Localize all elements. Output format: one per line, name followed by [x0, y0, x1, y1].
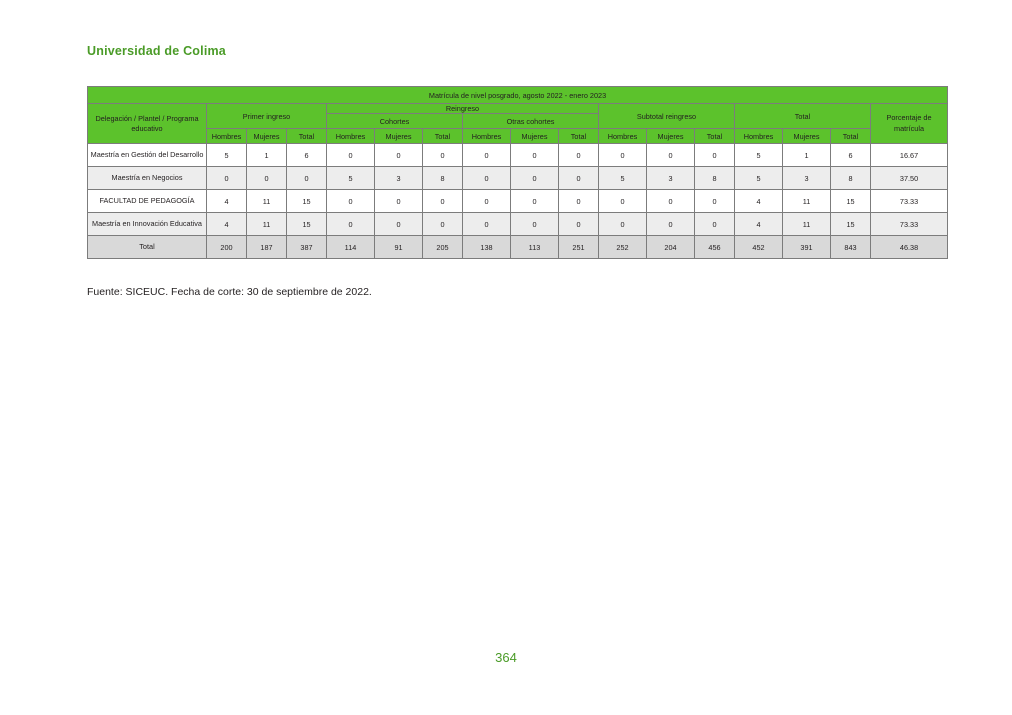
cell: 0: [559, 190, 599, 213]
cell: 0: [647, 213, 695, 236]
group-primer-ingreso: Primer ingreso: [207, 104, 327, 129]
cell: 6: [831, 144, 871, 167]
cell: 0: [463, 190, 511, 213]
cell: 252: [599, 236, 647, 259]
group-subtotal-reingreso: Subtotal reingreso: [599, 104, 735, 129]
column-header: Total: [695, 129, 735, 144]
subgroup-otras-cohortes: Otras cohortes: [463, 114, 599, 129]
cell-percent: 37.50: [871, 167, 948, 190]
group-porcentaje: Porcentaje de matrícula: [871, 104, 948, 144]
group-reingreso: Reingreso: [327, 104, 599, 114]
column-header: Mujeres: [375, 129, 423, 144]
page-title: Universidad de Colima: [87, 44, 226, 58]
column-header: Total: [287, 129, 327, 144]
matricula-table-container: [87, 86, 932, 259]
cell: 8: [831, 167, 871, 190]
table-row: [88, 190, 948, 213]
row-header-label: Delegación / Plantel / Programa educativo: [88, 104, 207, 144]
cell: 0: [463, 213, 511, 236]
matricula-table: [87, 86, 948, 259]
cell: 0: [423, 144, 463, 167]
table-source-caption: Fuente: SICEUC. Fecha de corte: 30 de septiembre de 2022.: [87, 286, 372, 298]
column-header: Mujeres: [511, 129, 559, 144]
cell: 5: [735, 144, 783, 167]
cell: 11: [247, 190, 287, 213]
table-row: [88, 167, 948, 190]
cell: 4: [735, 190, 783, 213]
cell-percent: 73.33: [871, 190, 948, 213]
cell: 0: [327, 213, 375, 236]
cell: 11: [783, 213, 831, 236]
cell: 8: [423, 167, 463, 190]
cell-percent: 16.67: [871, 144, 948, 167]
cell: 0: [599, 144, 647, 167]
cell: 0: [599, 190, 647, 213]
cell: 0: [327, 144, 375, 167]
cell: 5: [327, 167, 375, 190]
cell: 0: [511, 167, 559, 190]
cell: 0: [559, 213, 599, 236]
cell: 15: [287, 190, 327, 213]
cell: 3: [647, 167, 695, 190]
cell: 0: [695, 190, 735, 213]
table-title: Matrícula de nivel posgrado, agosto 2022 - enero 2023: [88, 87, 948, 104]
row-label: Maestría en Negocios: [88, 167, 207, 190]
cell: 0: [695, 144, 735, 167]
cell: 0: [647, 144, 695, 167]
column-header: Total: [423, 129, 463, 144]
cell: 6: [287, 144, 327, 167]
table-body: [88, 144, 948, 259]
cell: 5: [207, 144, 247, 167]
cell: 3: [375, 167, 423, 190]
cell: 0: [327, 190, 375, 213]
cell: 0: [647, 190, 695, 213]
cell: 0: [559, 144, 599, 167]
column-header: Hombres: [599, 129, 647, 144]
cell: 0: [375, 190, 423, 213]
cell: 187: [247, 236, 287, 259]
cell: 205: [423, 236, 463, 259]
cell: 0: [207, 167, 247, 190]
column-header: Mujeres: [647, 129, 695, 144]
cell: 5: [735, 167, 783, 190]
column-header: Hombres: [463, 129, 511, 144]
row-label: Maestría en Gestión del Desarrollo: [88, 144, 207, 167]
cell: 204: [647, 236, 695, 259]
cell: 4: [207, 190, 247, 213]
cell: 15: [287, 213, 327, 236]
table-column-row: [88, 129, 948, 144]
column-header: Total: [559, 129, 599, 144]
row-label: Total: [88, 236, 207, 259]
cell: 1: [247, 144, 287, 167]
cell: 0: [511, 190, 559, 213]
cell: 114: [327, 236, 375, 259]
table-total-row: [88, 236, 948, 259]
cell: 456: [695, 236, 735, 259]
row-label: Maestría en Innovación Educativa: [88, 213, 207, 236]
cell: 113: [511, 236, 559, 259]
cell: 0: [287, 167, 327, 190]
cell: 4: [735, 213, 783, 236]
column-header: Mujeres: [247, 129, 287, 144]
cell: 1: [783, 144, 831, 167]
cell: 0: [511, 144, 559, 167]
cell: 15: [831, 190, 871, 213]
table-title-row: [88, 87, 948, 104]
cell: 200: [207, 236, 247, 259]
table-head: [88, 87, 948, 144]
cell: 11: [783, 190, 831, 213]
cell-percent: 46.38: [871, 236, 948, 259]
cell: 452: [735, 236, 783, 259]
table-row: [88, 213, 948, 236]
page-number: 364: [495, 650, 517, 665]
cell: 0: [511, 213, 559, 236]
cell: 0: [463, 144, 511, 167]
cell: 251: [559, 236, 599, 259]
column-header: Total: [831, 129, 871, 144]
cell: 0: [559, 167, 599, 190]
cell: 843: [831, 236, 871, 259]
cell: 0: [247, 167, 287, 190]
cell: 0: [423, 213, 463, 236]
column-header: Mujeres: [783, 129, 831, 144]
column-header: Hombres: [207, 129, 247, 144]
cell: 387: [287, 236, 327, 259]
row-label: FACULTAD DE PEDAGOGÍA: [88, 190, 207, 213]
cell: 15: [831, 213, 871, 236]
cell: 11: [247, 213, 287, 236]
cell-percent: 73.33: [871, 213, 948, 236]
cell: 91: [375, 236, 423, 259]
cell: 0: [375, 144, 423, 167]
cell: 8: [695, 167, 735, 190]
subgroup-cohortes: Cohortes: [327, 114, 463, 129]
cell: 0: [463, 167, 511, 190]
cell: 0: [695, 213, 735, 236]
table-group-row: [88, 104, 948, 114]
cell: 4: [207, 213, 247, 236]
cell: 3: [783, 167, 831, 190]
cell: 0: [375, 213, 423, 236]
group-total: Total: [735, 104, 871, 129]
cell: 138: [463, 236, 511, 259]
cell: 391: [783, 236, 831, 259]
table-row: [88, 144, 948, 167]
cell: 5: [599, 167, 647, 190]
cell: 0: [599, 213, 647, 236]
cell: 0: [423, 190, 463, 213]
column-header: Hombres: [735, 129, 783, 144]
column-header: Hombres: [327, 129, 375, 144]
